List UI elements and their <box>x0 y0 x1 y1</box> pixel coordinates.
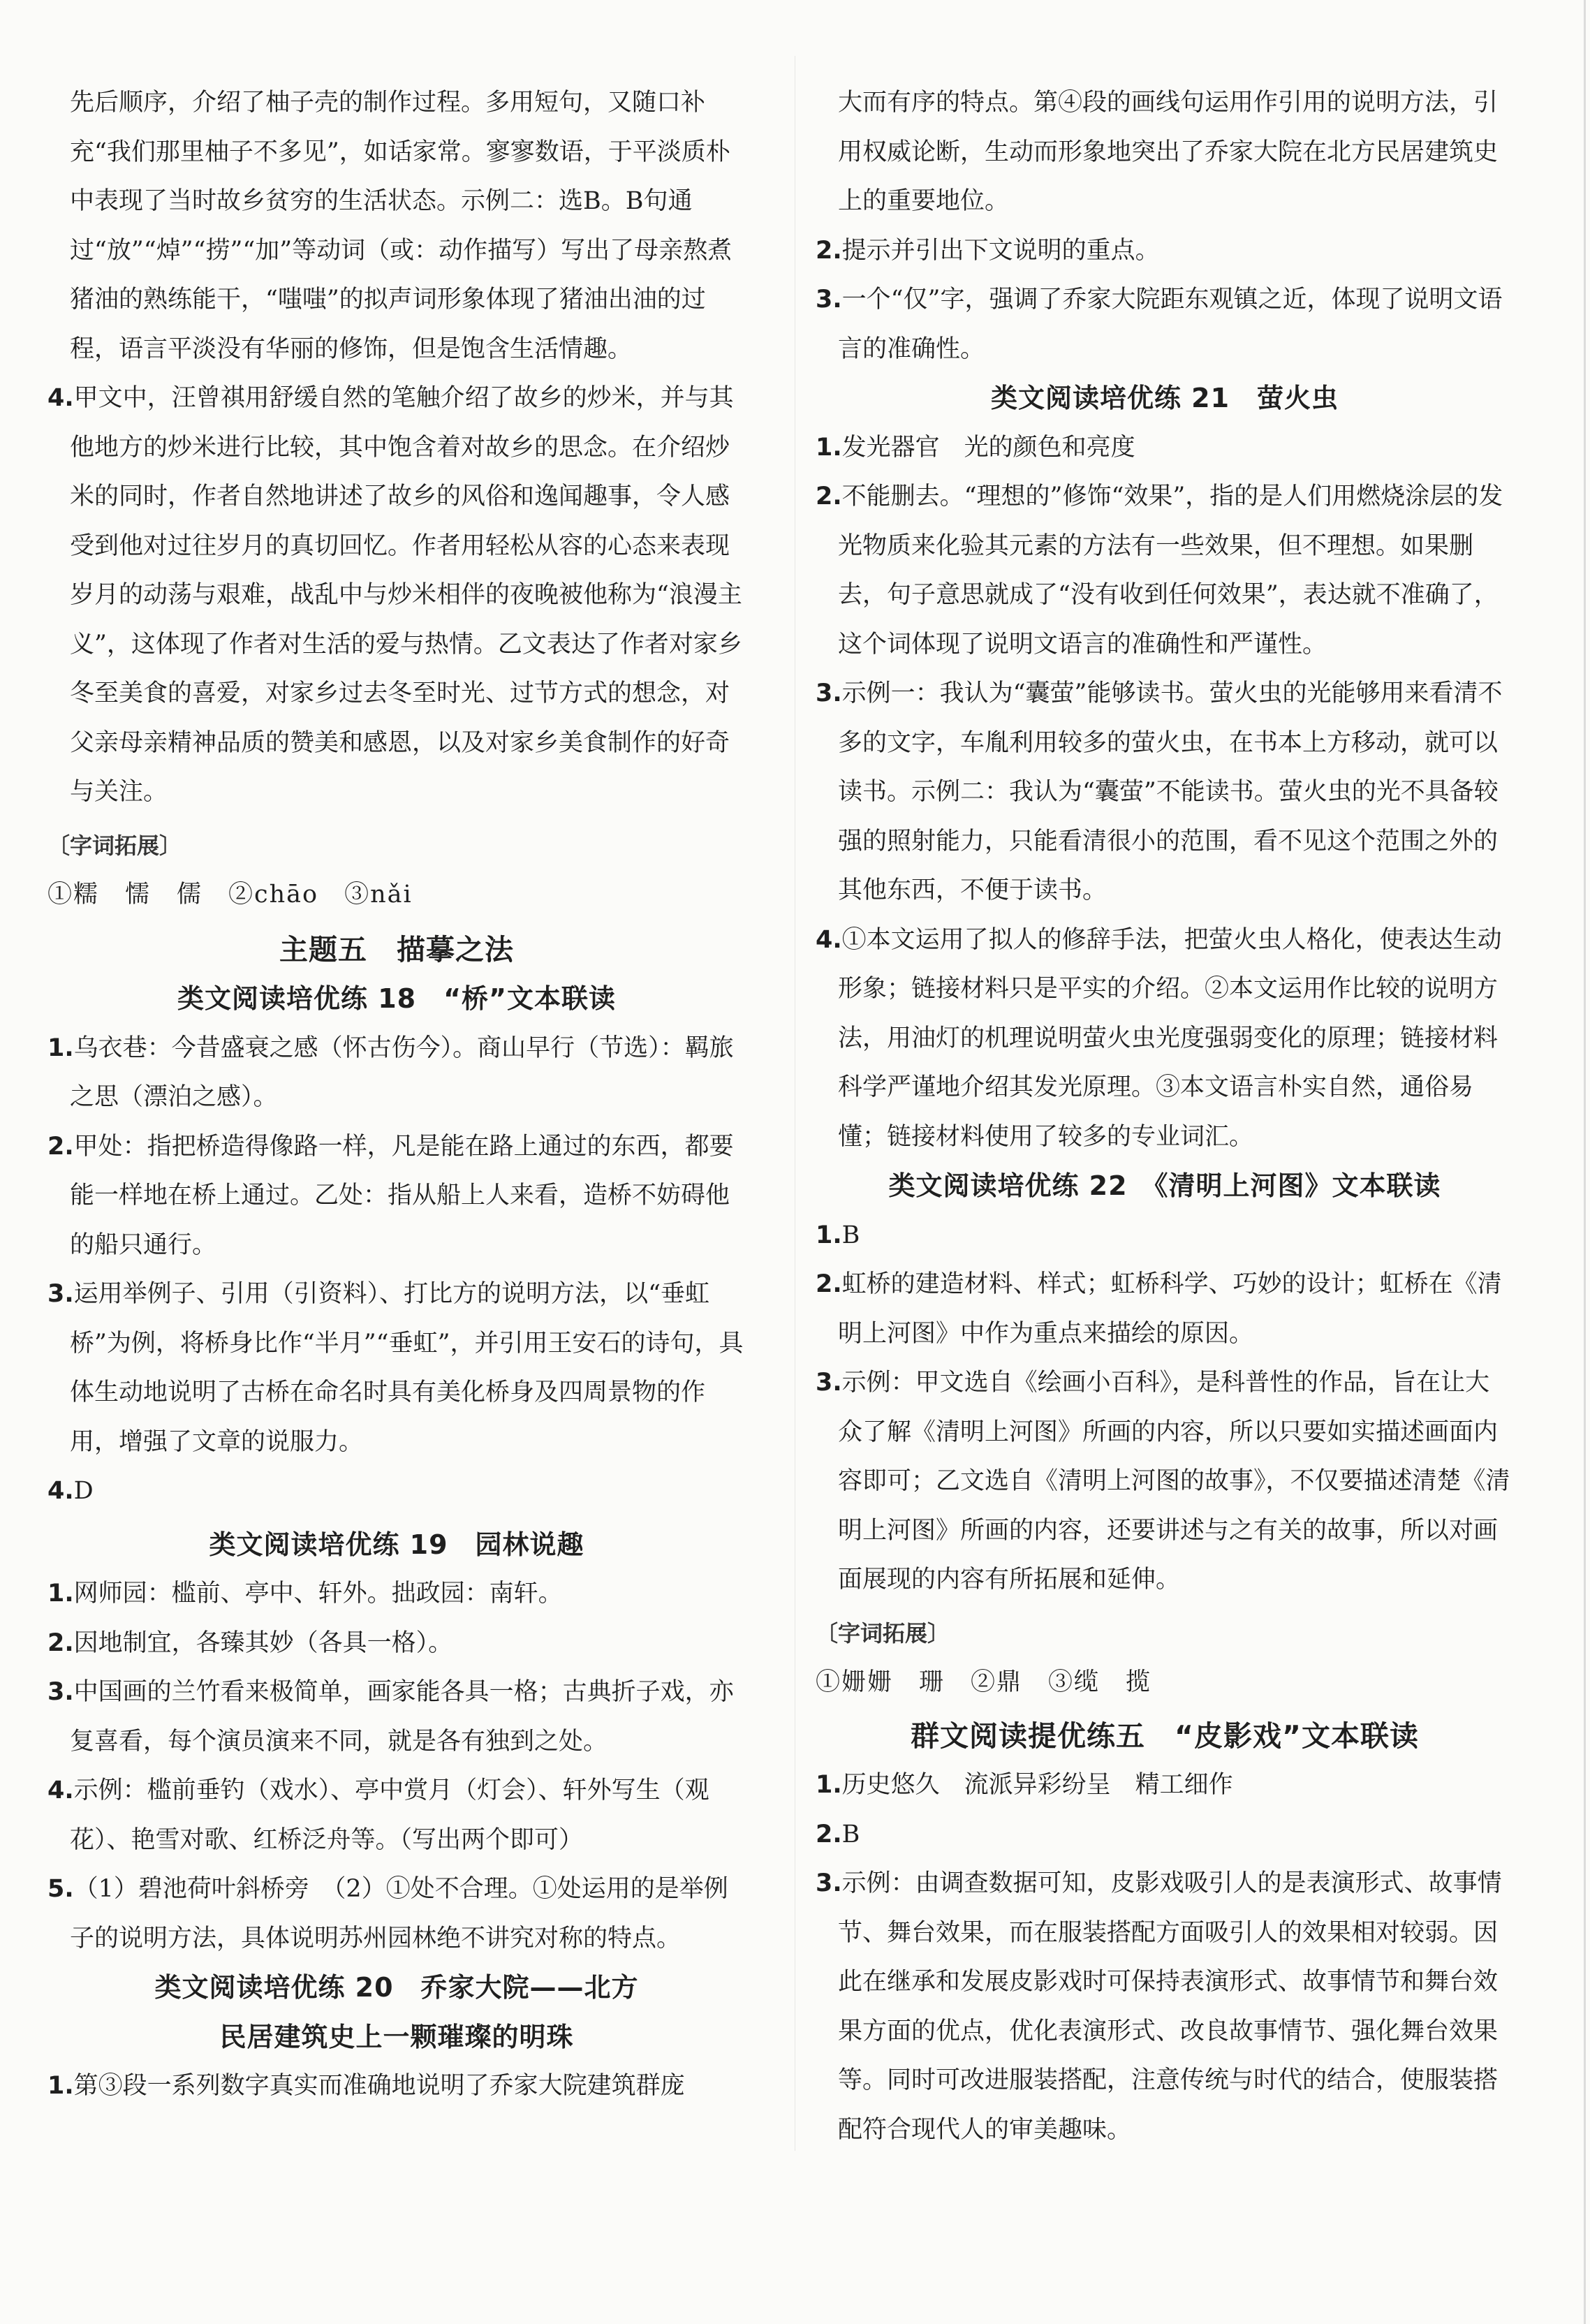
answer-item <box>47 1466 746 1516</box>
answer-item <box>47 1619 746 1668</box>
item-number: 2. <box>816 1270 842 1298</box>
item-number: 2. <box>816 236 842 265</box>
section-title-19: 类文阅读培优练 19 园林说趣 <box>209 1529 584 1560</box>
item-number: 1. <box>47 1580 74 1608</box>
item-text: （1）碧池荷叶斜桥旁 （2）①处不合理。①处运用的是举例子的说明方法，具体说明苏州园林绝不讲究对称的特点。 <box>70 1875 728 1952</box>
item-text: 中国画的兰竹看来极简单，画家能各具一格；古典折子戏，亦复喜看，每个演员演来不同，就是各有独到之处。 <box>70 1678 734 1756</box>
item-number: 4. <box>816 925 842 954</box>
word-extension-text: ①姗姗 珊 ②鼎 ③缆 揽 <box>816 1668 1152 1696</box>
item-text: ①本文运用了拟人的修辞手法，把萤火虫人格化，使表达生动形象；链接材料只是平实的介绍。②本文运用作比较的说明方法，用油灯的机理说明萤火虫光度强弱变化的原理；链接材料科学严谨地介绍其发光原理。③本文语言朴实自然，通俗易懂；链接材料使用了较多的专业词汇。 <box>838 925 1502 1151</box>
item-text: 示例：由调查数据可知，皮影戏吸引人的是表演形式、故事情节、舞台效果，而在服装搭配方面吸引人的效果相对较弱。因此在继承和发展皮影戏时可保持表演形式、故事情节和舞台效果方面的优点，优化表演形式、改良故事情节、强化舞台效果等。同时可改进服装搭配，注意传统与时代的结合，使服装搭配符合现代人的审美趣味。 <box>838 1869 1502 2144</box>
word-extension-tag: 〔字词拓展〕 <box>816 1619 950 1647</box>
item-number: 3. <box>816 679 842 707</box>
item-number: 2. <box>47 1628 74 1657</box>
word-extension-tag: 〔字词拓展〕 <box>47 832 182 859</box>
answer-item <box>47 1122 746 1270</box>
item-number: 1. <box>47 1034 74 1062</box>
item-number: 3. <box>816 286 842 314</box>
item-text: 示例一：我认为“囊萤”能够读书。萤火虫的光能够用来看清不多的文字，车胤利用较多的萤火虫，在书本上方移动，就可以读书。示例二：我认为“囊萤”不能读书。萤火虫的光不具备较强的照射能力，只能看清很小的范围，看不见这个范围之外的其他东西，不便于读书。 <box>838 679 1503 904</box>
answer-item <box>816 1211 1514 1260</box>
word-extension-text: ①糯 懦 儒 ②chāo ③nǎi <box>47 881 413 909</box>
answer-item <box>816 1760 1514 1810</box>
answer-item <box>816 423 1514 473</box>
item-number: 4. <box>47 1477 74 1505</box>
section-title-20-line1: 类文阅读培优练 20 乔家大院——北方 <box>154 1972 639 2003</box>
item-text: 甲文中，汪曾祺用舒缓自然的笔触介绍了故乡的炒米，并与其他地方的炒米进行比较，其中饱含着对故乡的思念。在介绍炒米的同时，作者自然地讲述了故乡的风俗和逸闻趣事，令人感受到他对过往岁月的真切回忆。作者用轻松从容的心态来表现岁月的动荡与艰难，战乱中与炒米相伴的夜晚被他称为“浪漫主义”，这体现了作者对生活的爱与热情。乙文表达了作者对家乡冬至美食的喜爱，对家乡过去冬至时光、过节方式的想念，对父亲母亲精神品质的赞美和感恩，以及对家乡美食制作的好奇与关注。 <box>70 384 742 806</box>
item-text: 提示并引出下文说明的重点。 <box>841 236 1160 265</box>
answer-item <box>47 1270 746 1466</box>
answer-item <box>816 1358 1514 1605</box>
section-title-20-line2: 民居建筑史上一颗璀璨的明珠 <box>219 2021 574 2052</box>
item-text: 因地制宜，各臻其妙（各具一格）。 <box>73 1628 453 1657</box>
item-text: 不能删去。“理想的”修饰“效果”，指的是人们用燃烧涂层的发光物质来化验其元素的方法有一些效果，但不理想。如果删去，句子意思就成了“没有收到任何效果”，表达就不准确了，这个词体现了说明文语言的准确性和严谨性。 <box>838 483 1503 659</box>
item-text: 运用举例子、引用（引资料）、打比方的说明方法，以“垂虹桥”为例，将桥身比作“半月”“垂虹”，并引用王安石的诗句，具体生动地说明了古桥在命名时具有美化桥身及四周景物的作用，增强了文章的说服力。 <box>70 1280 744 1456</box>
section-title-21: 类文阅读培优练 21 萤火虫 <box>990 383 1339 413</box>
item-number: 2. <box>816 483 842 510</box>
item-text: 示例：槛前垂钓（戏水）、亭中赏月（灯会）、轩外写生（观花）、艳雪对歌、红桥泛舟等。（写出两个即可） <box>70 1777 709 1854</box>
item-number: 3. <box>816 1869 842 1897</box>
answer-item <box>816 275 1514 374</box>
page-edge <box>1584 0 1586 2324</box>
answer-item <box>816 1810 1514 1860</box>
item-text: 历史悠久 流派异彩纷呈 精工细作 <box>841 1771 1233 1799</box>
section-title-22: 类文阅读培优练 22 《清明上河图》文本联读 <box>888 1170 1441 1201</box>
answer-item <box>47 374 746 817</box>
item-number: 1. <box>47 2072 74 2100</box>
section-title-18: 类文阅读培优练 18 “桥”文本联读 <box>177 983 617 1014</box>
answer-item <box>47 1668 746 1766</box>
answer-item <box>816 1859 1514 2154</box>
item-number: 1. <box>816 433 842 462</box>
item-text: 一个“仅”字，强调了乔家大院距东观镇之近，体现了说明文语言的准确性。 <box>838 286 1503 363</box>
item-text: B <box>841 1221 860 1249</box>
answer-item <box>47 1766 746 1865</box>
item-number: 3. <box>47 1280 74 1308</box>
item-text: 第③段一系列数字真实而准确地说明了乔家大院建筑群庞 <box>73 2072 685 2100</box>
answer-item <box>816 226 1514 276</box>
item-text: 虹桥的建造材料、样式；虹桥科学、巧妙的设计；虹桥在《清明上河图》中作为重点来描绘的原因。 <box>838 1270 1502 1348</box>
theme-title: 主题五 描摹之法 <box>279 932 514 966</box>
item-number: 1. <box>816 1771 842 1799</box>
item-text: 甲处：指把桥造得像路一样，凡是能在路上通过的东西，都要能一样地在桥上通过。乙处：指从船上人来看，造桥不妨碍他的船只通行。 <box>70 1132 734 1259</box>
item-text: 发光器官 光的颜色和亮度 <box>841 433 1135 462</box>
item-text: 乌衣巷：今昔盛衰之感（怀古伤今）。商山早行（节选）：羁旅之思（漂泊之感）。 <box>70 1034 734 1111</box>
item-number: 3. <box>816 1369 842 1397</box>
continued-answer: 大而有序的特点。第④段的画线句运用作引用的说明方法，引用权威论断，生动而形象地突出了乔家大院在北方民居建筑史上的重要地位。 <box>838 89 1499 215</box>
answer-item <box>816 915 1514 1162</box>
answer-item <box>47 1569 746 1619</box>
item-number: 5. <box>47 1875 74 1903</box>
item-text: D <box>73 1477 94 1505</box>
item-number: 2. <box>47 1132 74 1161</box>
item-text: B <box>841 1820 860 1848</box>
left-column <box>47 78 746 2111</box>
answer-item <box>47 1865 746 1963</box>
answer-item <box>47 2061 746 2111</box>
answer-item <box>816 1260 1514 1358</box>
item-number: 2. <box>816 1820 842 1848</box>
right-column <box>816 78 1514 2154</box>
group-reading-title: 群文阅读提优练五 “皮影戏”文本联读 <box>911 1719 1419 1753</box>
item-number: 4. <box>47 1777 74 1804</box>
answer-item <box>47 1024 746 1122</box>
item-number: 1. <box>816 1221 842 1249</box>
continued-answer: 先后顺序，介绍了柚子壳的制作过程。多用短句，又随口补充“我们那里柚子不多见”，如话家常。寥寥数语，于平淡质朴中表现了当时故乡贫穷的生活状态。示例二：选B。B句通过“放”“焯”“捞”“加”等动词（或：动作描写）写出了母亲熬煮猪油的熟练能干，“嗤嗤”的拟声词形象体现了猪油出油的过程，语言平淡没有华丽的修饰，但是饱含生活情趣。 <box>70 89 733 363</box>
item-text: 示例：甲文选自《绘画小百科》，是科普性的作品，旨在让大众了解《清明上河图》所画的内容，所以只要如实描述画面内容即可；乙文选自《清明上河图的故事》，不仅要描述清楚《清明上河图》所画的内容，还要讲述与之有关的故事，所以对画面展现的内容有所拓展和延伸。 <box>838 1369 1510 1594</box>
item-number: 3. <box>47 1678 74 1706</box>
answer-item <box>816 472 1514 669</box>
item-text: 网师园：槛前、亭中、轩外。拙政园：南轩。 <box>73 1580 563 1608</box>
item-number: 4. <box>47 384 74 412</box>
answer-item <box>816 669 1514 915</box>
